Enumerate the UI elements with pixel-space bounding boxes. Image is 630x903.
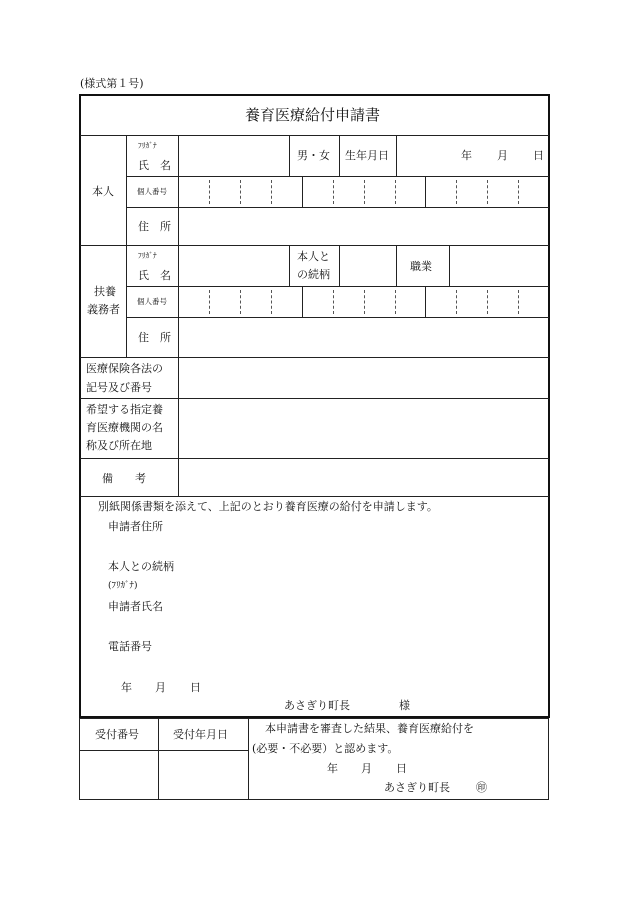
- approval-year-label: 年: [327, 762, 338, 775]
- institution-label-2: 育医療機関の名: [86, 421, 163, 434]
- digit-dashed: [456, 180, 457, 204]
- patient-birth-month-label: 月: [497, 149, 508, 162]
- row-divider: [126, 317, 549, 318]
- guardian-personal-number-label: 個人番号: [137, 297, 167, 306]
- digit-dashed: [209, 290, 210, 314]
- digit-dashed: [271, 290, 272, 314]
- row-divider: [80, 458, 549, 459]
- digit-dashed: [333, 180, 334, 204]
- applicant-phone-label: 電話番号: [108, 640, 152, 653]
- approval-text-2: (必要・不必要）と認めます。: [252, 742, 399, 755]
- patient-furigana-label: ﾌﾘｶﾞﾅ: [138, 141, 157, 150]
- guardian-section-label-2: 義務者: [87, 303, 120, 316]
- digit-dashed: [240, 290, 241, 314]
- applicant-address-label: 申請者住所: [108, 520, 163, 533]
- digit-dashed: [240, 180, 241, 204]
- approval-month-label: 月: [361, 762, 372, 775]
- guardian-name-label: 氏 名: [138, 269, 171, 282]
- declaration-year-label: 年: [121, 681, 132, 694]
- column-divider: [339, 135, 340, 176]
- digit-divider: [425, 286, 426, 317]
- column-divider: [339, 245, 340, 286]
- digit-dashed: [333, 290, 334, 314]
- office-row-divider: [79, 750, 249, 751]
- form-title: 養育医療給付申請書: [245, 106, 381, 124]
- mayor-label: あさぎり町長: [384, 781, 450, 794]
- digit-dashed: [209, 180, 210, 204]
- institution-label-1: 希望する指定養: [86, 403, 163, 416]
- digit-dashed: [271, 180, 272, 204]
- digit-dashed: [487, 180, 488, 204]
- column-divider: [126, 135, 127, 357]
- digit-dashed: [395, 180, 396, 204]
- column-divider: [396, 245, 397, 286]
- guardian-relation-label-2: の続柄: [297, 268, 330, 281]
- insurance-label-2: 記号及び番号: [86, 381, 152, 394]
- office-column-divider: [248, 718, 249, 800]
- patient-name-label: 氏 名: [138, 159, 171, 172]
- digit-dashed: [456, 290, 457, 314]
- digit-divider: [425, 176, 426, 207]
- patient-sex-label: 男・女: [297, 149, 330, 162]
- declaration-day-label: 日: [190, 681, 201, 694]
- patient-section-label: 本人: [92, 185, 114, 198]
- form-number: (様式第１号): [80, 77, 144, 90]
- patient-birth-day-label: 日: [533, 149, 544, 162]
- row-divider: [80, 357, 549, 358]
- digit-dashed: [518, 180, 519, 204]
- column-divider: [449, 245, 450, 286]
- guardian-relation-label-1: 本人と: [297, 250, 330, 263]
- digit-divider: [302, 286, 303, 317]
- applicant-name-label: 申請者氏名: [108, 600, 163, 613]
- approval-day-label: 日: [396, 762, 407, 775]
- row-divider: [126, 176, 549, 177]
- digit-dashed: [364, 180, 365, 204]
- declaration-month-label: 月: [155, 681, 166, 694]
- digit-divider: [302, 176, 303, 207]
- column-divider: [289, 245, 290, 286]
- digit-dashed: [395, 290, 396, 314]
- patient-personal-number-label: 個人番号: [137, 187, 167, 196]
- column-divider: [396, 135, 397, 176]
- row-divider: [126, 207, 549, 208]
- guardian-section-label-1: 扶養: [94, 285, 116, 298]
- digit-dashed: [364, 290, 365, 314]
- applicant-furigana-label: (ﾌﾘｶﾞﾅ): [108, 581, 138, 591]
- receipt-number-label: 受付番号: [95, 728, 139, 741]
- institution-label-3: 称及び所在地: [86, 439, 152, 452]
- row-divider: [126, 286, 549, 287]
- row-divider: [80, 135, 549, 136]
- column-divider: [178, 135, 179, 496]
- guardian-address-label: 住 所: [138, 331, 171, 344]
- digit-dashed: [487, 290, 488, 314]
- row-divider: [80, 245, 549, 246]
- guardian-occupation-label: 職業: [410, 260, 432, 273]
- patient-birth-year-label: 年: [461, 149, 472, 162]
- remarks-label: 備 考: [102, 472, 146, 485]
- digit-dashed: [518, 290, 519, 314]
- office-column-divider: [158, 718, 159, 800]
- seal-mark: ㊞: [476, 781, 487, 794]
- addressee: あさぎり町長: [284, 699, 350, 712]
- patient-birthdate-label: 生年月日: [345, 149, 389, 162]
- row-divider: [80, 398, 549, 399]
- addressee-honorific: 様: [399, 699, 410, 712]
- approval-text-1: 本申請書を審査した結果、養育医療給付を: [265, 722, 474, 735]
- insurance-label-1: 医療保険各法の: [86, 362, 163, 375]
- declaration-statement: 別紙関係書類を添えて、上記のとおり養育医療の給付を申請します。: [98, 500, 438, 513]
- applicant-relation-label: 本人との続柄: [108, 560, 174, 573]
- patient-address-label: 住 所: [138, 220, 171, 233]
- guardian-furigana-label: ﾌﾘｶﾞﾅ: [138, 251, 157, 260]
- column-divider: [289, 135, 290, 176]
- row-divider: [80, 496, 549, 497]
- receipt-date-label: 受付年月日: [173, 728, 228, 741]
